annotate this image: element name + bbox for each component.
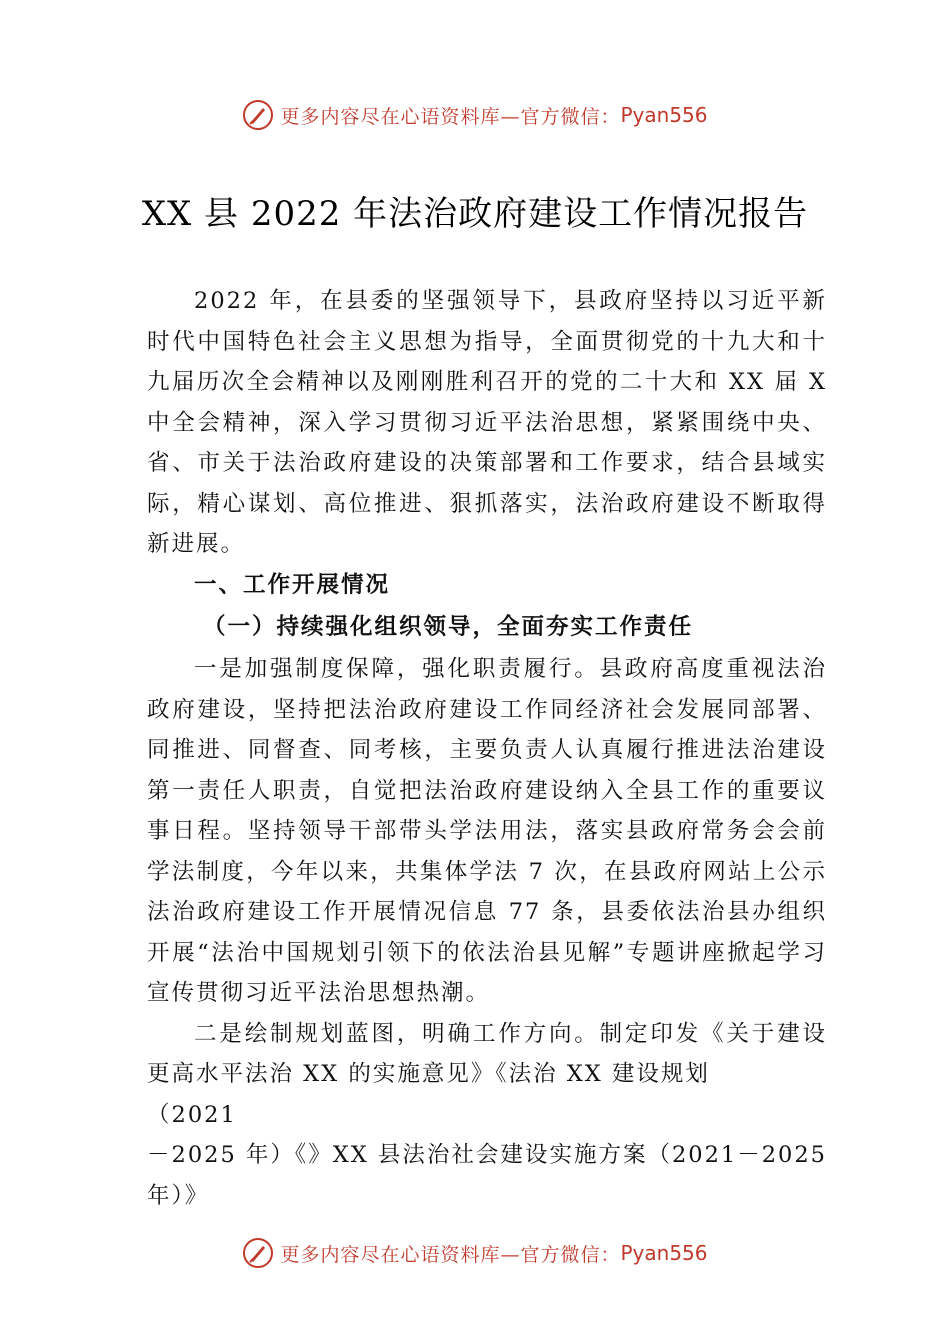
- watermark-wechat-id: Pyan556: [620, 1241, 708, 1265]
- watermark-header: [0, 95, 950, 135]
- quill-logo-icon: [242, 1237, 274, 1269]
- quill-logo-icon: [242, 99, 274, 131]
- paragraph-2-line-3: －2025 年）《》XX 县法治社会建设实施方案（2021－2025 年）》: [147, 1142, 827, 1209]
- subsection-heading-1: （一）持续强化组织领导，全面夯实工作责任: [203, 614, 694, 640]
- watermark-footer: [0, 1233, 950, 1273]
- paragraph-1: 一是加强制度保障，强化职责履行。县政府高度重视法治政府建设，坚持把法治政府建设工作同经济社会发展同部署、同推进、同督查、同考核，主要负责人认真履行推进法治建设第一责任人职责，自觉把法治政府建设纳入全县工作的重要议事日程。坚持领导干部带头学法用法，落实县政府常务会会前学法制度，今年以来，共集体学法 7 次，在县政府网站上公示法治政府建设工作开展情况信息 77 条，县委依法治县办组织开展“法治中国规划引领下的依法治县见解”专题讲座掀起学习宣传贯彻习近平法治思想热潮。: [147, 656, 827, 1006]
- watermark-wechat-id: Pyan556: [620, 103, 708, 127]
- intro-paragraph: 2022 年，在县委的坚强领导下，县政府坚持以习近平新时代中国特色社会主义思想为指导，全面贯彻党的十九大和十九届历次全会精神以及刚刚胜利召开的党的二十大和 XX 届 X 中全会精神，深入学习贯彻习近平法治思想，紧紧围绕中央、省、市关于法治政府建设的决策部署和工作要求，结合县域实际，精心谋划、高位推进、狠抓落实，法治政府建设不断取得新进展。: [147, 288, 827, 557]
- section-heading-1: 一、工作开展情况: [194, 571, 391, 598]
- paragraph-2-line-2: （2021: [147, 1101, 237, 1128]
- document-title: XX 县 2022 年法治政府建设工作情况报告: [141, 194, 809, 234]
- watermark-text: 更多内容尽在心语资料库—官方微信：: [280, 1243, 621, 1266]
- paragraph-2: 二是绘制规划蓝图，明确工作方向。制定印发《关于建设更高水平法治 XX 的实施意见》《法治 XX 建设规划: [147, 1020, 827, 1087]
- document-body: [147, 281, 827, 1216]
- watermark-text: 更多内容尽在心语资料库—官方微信：: [280, 105, 621, 128]
